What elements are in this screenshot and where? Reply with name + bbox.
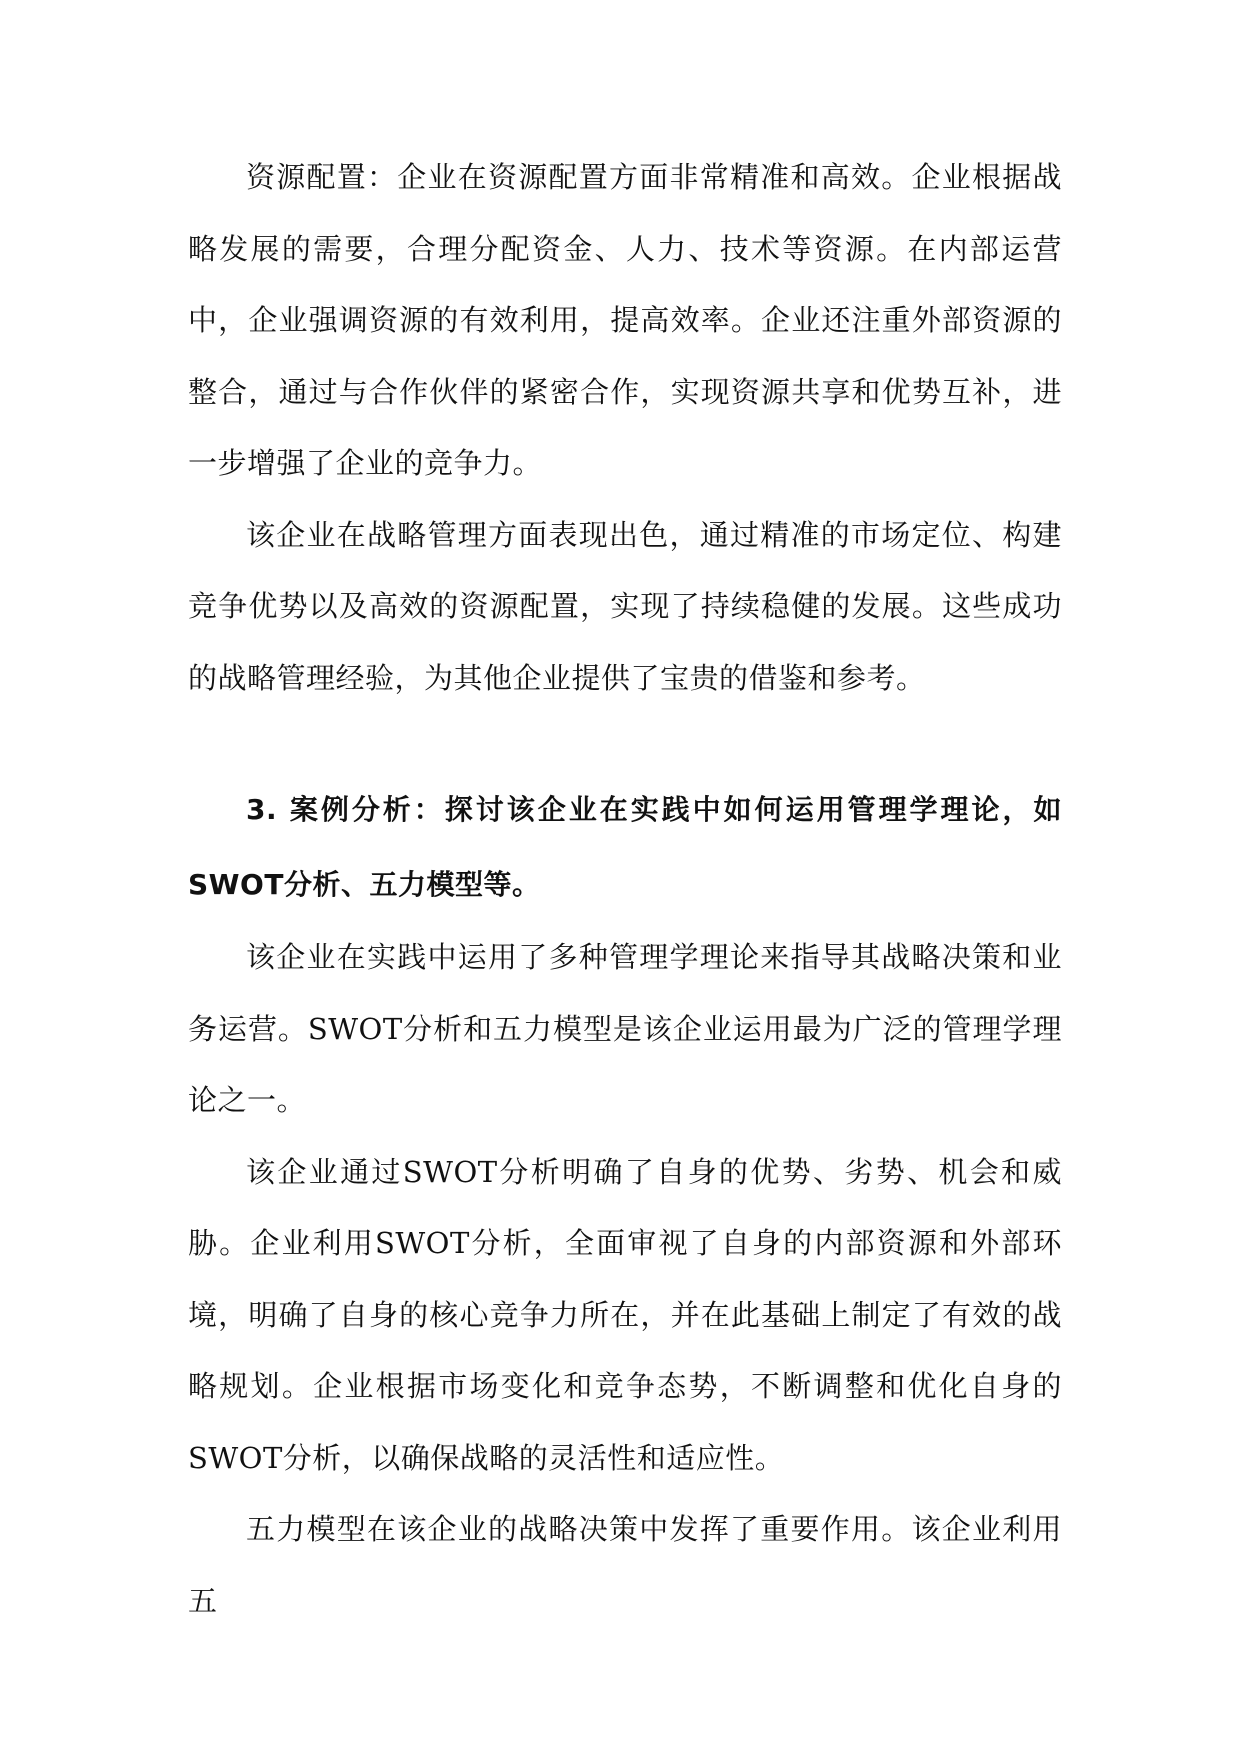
section-heading: 3. 案例分析：探讨该企业在实践中如何运用管理学理论，如SWOT分析、五力模型等。 bbox=[188, 793, 1062, 901]
paragraph-resource-allocation: 资源配置：企业在资源配置方面非常精准和高效。企业根据战略发展的需要，合理分配资金、人力、技术等资源。在内部运营中，企业强调资源的有效利用，提高效率。企业还注重外部资源的整合，通过与合作伙伴的紧密合作，实现资源共享和优势互补，进一步增强了企业的竞争力。 bbox=[188, 160, 1062, 480]
paragraph-five-forces: 五力模型在该企业的战略决策中发挥了重要作用。该企业利用五 bbox=[188, 1512, 1062, 1618]
paragraph-theory-intro: 该企业在实践中运用了多种管理学理论来指导其战略决策和业务运营。SWOT分析和五力模型是该企业运用最为广泛的管理学理论之一。 bbox=[188, 940, 1062, 1117]
paragraph-strategy-summary: 该企业在战略管理方面表现出色，通过精准的市场定位、构建竞争优势以及高效的资源配置，实现了持续稳健的发展。这些成功的战略管理经验，为其他企业提供了宝贵的借鉴和参考。 bbox=[188, 517, 1062, 695]
document-body bbox=[188, 142, 1062, 1637]
paragraph-swot-analysis: 该企业通过SWOT分析明确了自身的优势、劣势、机会和威胁。企业利用SWOT分析，全面审视了自身的内部资源和外部环境，明确了自身的核心竞争力所在，并在此基础上制定了有效的战略规划。企业根据市场变化和竞争态势，不断调整和优化自身的SWOT分析，以确保战略的灵活性和适应性。 bbox=[188, 1154, 1062, 1475]
